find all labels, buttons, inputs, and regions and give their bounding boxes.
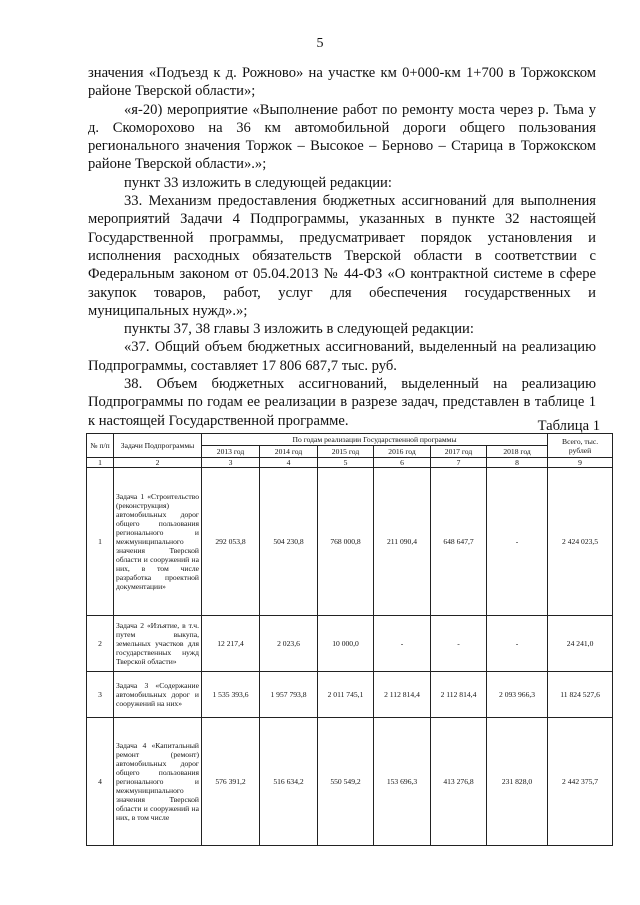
row-total: 2 424 023,5 [548,468,613,616]
header-year: 2014 год [260,446,318,458]
row-num: 2 [87,616,114,672]
row-num: 4 [87,718,114,846]
page-number: 5 [316,36,324,51]
index-cell: 7 [431,458,487,468]
row-value: 504 230,8 [260,468,318,616]
row-value: - [487,616,548,672]
header-year: 2015 год [318,446,374,458]
row-task: Задача 4 «Капитальный ремонт (ремонт) автомобильных дорог общего пользования регионального и межмуниципального значения Тверской области и сооружений на них, в том числе [114,718,202,846]
row-num: 3 [87,672,114,718]
index-cell: 3 [202,458,260,468]
row-task: Задача 3 «Содержание автомобильных дорог и сооружений на них» [114,672,202,718]
header-year: 2017 год [431,446,487,458]
row-value: - [431,616,487,672]
row-task: Задача 2 «Изъятие, в т.ч. путем выкупа, земельных участков для государственных нужд Тверской области» [114,616,202,672]
row-value: 153 696,3 [374,718,431,846]
row-value: - [374,616,431,672]
paragraph: «я-20) мероприятие «Выполнение работ по ремонту моста через р. Тьма у д. Скоморохово на 36 км автомобильной дороги общего пользования регионального значения Торжок – Высокое – Берново – Старица в Торжокском районе Тверской области».»; [88,101,596,173]
row-value: - [487,468,548,616]
paragraph: «37. Общий объем бюджетных ассигнований, выделенный на реализацию Подпрограммы, составляет 17 806 687,7 тыс. руб. [88,339,596,374]
table-row [87,718,613,846]
header-year: 2016 год [374,446,431,458]
row-value: 10 000,0 [318,616,374,672]
row-value: 12 217,4 [202,616,260,672]
row-value: 211 090,4 [374,468,431,616]
document-body [88,64,596,430]
index-cell: 2 [114,458,202,468]
row-value: 648 647,7 [431,468,487,616]
row-value: 2 112 814,4 [374,672,431,718]
row-value: 550 549,2 [318,718,374,846]
row-value: 1 535 393,6 [202,672,260,718]
row-value: 2 011 745,1 [318,672,374,718]
row-value: 2 023,6 [260,616,318,672]
row-value: 2 112 814,4 [431,672,487,718]
index-cell: 6 [374,458,431,468]
row-value: 292 053,8 [202,468,260,616]
row-num: 1 [87,468,114,616]
paragraph: пункты 37, 38 главы 3 изложить в следующей редакции: [124,321,474,338]
table-header-row [87,434,613,446]
header-num: № п/п [87,434,114,458]
table-row [87,672,613,718]
budget-table [86,433,613,846]
paragraph: 33. Механизм предоставления бюджетных ассигнований для выполнения мероприятий Задачи 4 Подпрограммы, указанных в пункте 32 настоящей Государственной программы, предусматривает порядок установления и исполнения расходных обязательств Тверской области в соответствии с Федеральным законом от 05.04.2013 № 44-ФЗ «О контрактной системе в сфере закупок товаров, работ, услуг для обеспечения государственных и муниципальных нужд».»; [88,193,596,319]
header-total: Всего, тыс. рублей [548,434,613,458]
row-value: 413 276,8 [431,718,487,846]
index-cell: 4 [260,458,318,468]
table-caption: Таблица 1 [537,418,600,434]
table-row [87,468,613,616]
header-task: Задачи Подпрограммы [114,434,202,458]
row-value: 231 828,0 [487,718,548,846]
paragraph: пункт 33 изложить в следующей редакции: [124,174,392,191]
row-value: 1 957 793,8 [260,672,318,718]
index-cell: 9 [548,458,613,468]
row-value: 516 634,2 [260,718,318,846]
row-total: 11 824 527,6 [548,672,613,718]
header-year: 2013 год [202,446,260,458]
index-cell: 1 [87,458,114,468]
header-year: 2018 год [487,446,548,458]
paragraph: 38. Объем бюджетных ассигнований, выделенный на реализацию Подпрограммы по годам ее реализации в разрезе задач, представлен в таблице 1 к настоящей Государственной программе. [88,376,596,429]
header-years-group: По годам реализации Государственной программы [202,434,548,446]
table-index-row [87,458,613,468]
row-value: 2 093 966,3 [487,672,548,718]
row-total: 24 241,0 [548,616,613,672]
row-value: 576 391,2 [202,718,260,846]
index-cell: 5 [318,458,374,468]
table-row [87,616,613,672]
row-value: 768 000,8 [318,468,374,616]
row-task: Задача 1 «Строительство (реконструкция) автомобильных дорог общего пользования регионального и межмуниципального значения Тверской области и сооружений на них, в том числе разработка проектной документации» [114,468,202,616]
index-cell: 8 [487,458,548,468]
row-total: 2 442 375,7 [548,718,613,846]
paragraph: значения «Подъезд к д. Рожново» на участке км 0+000-км 1+700 в Торжокском районе Тверской области»; [88,65,596,100]
